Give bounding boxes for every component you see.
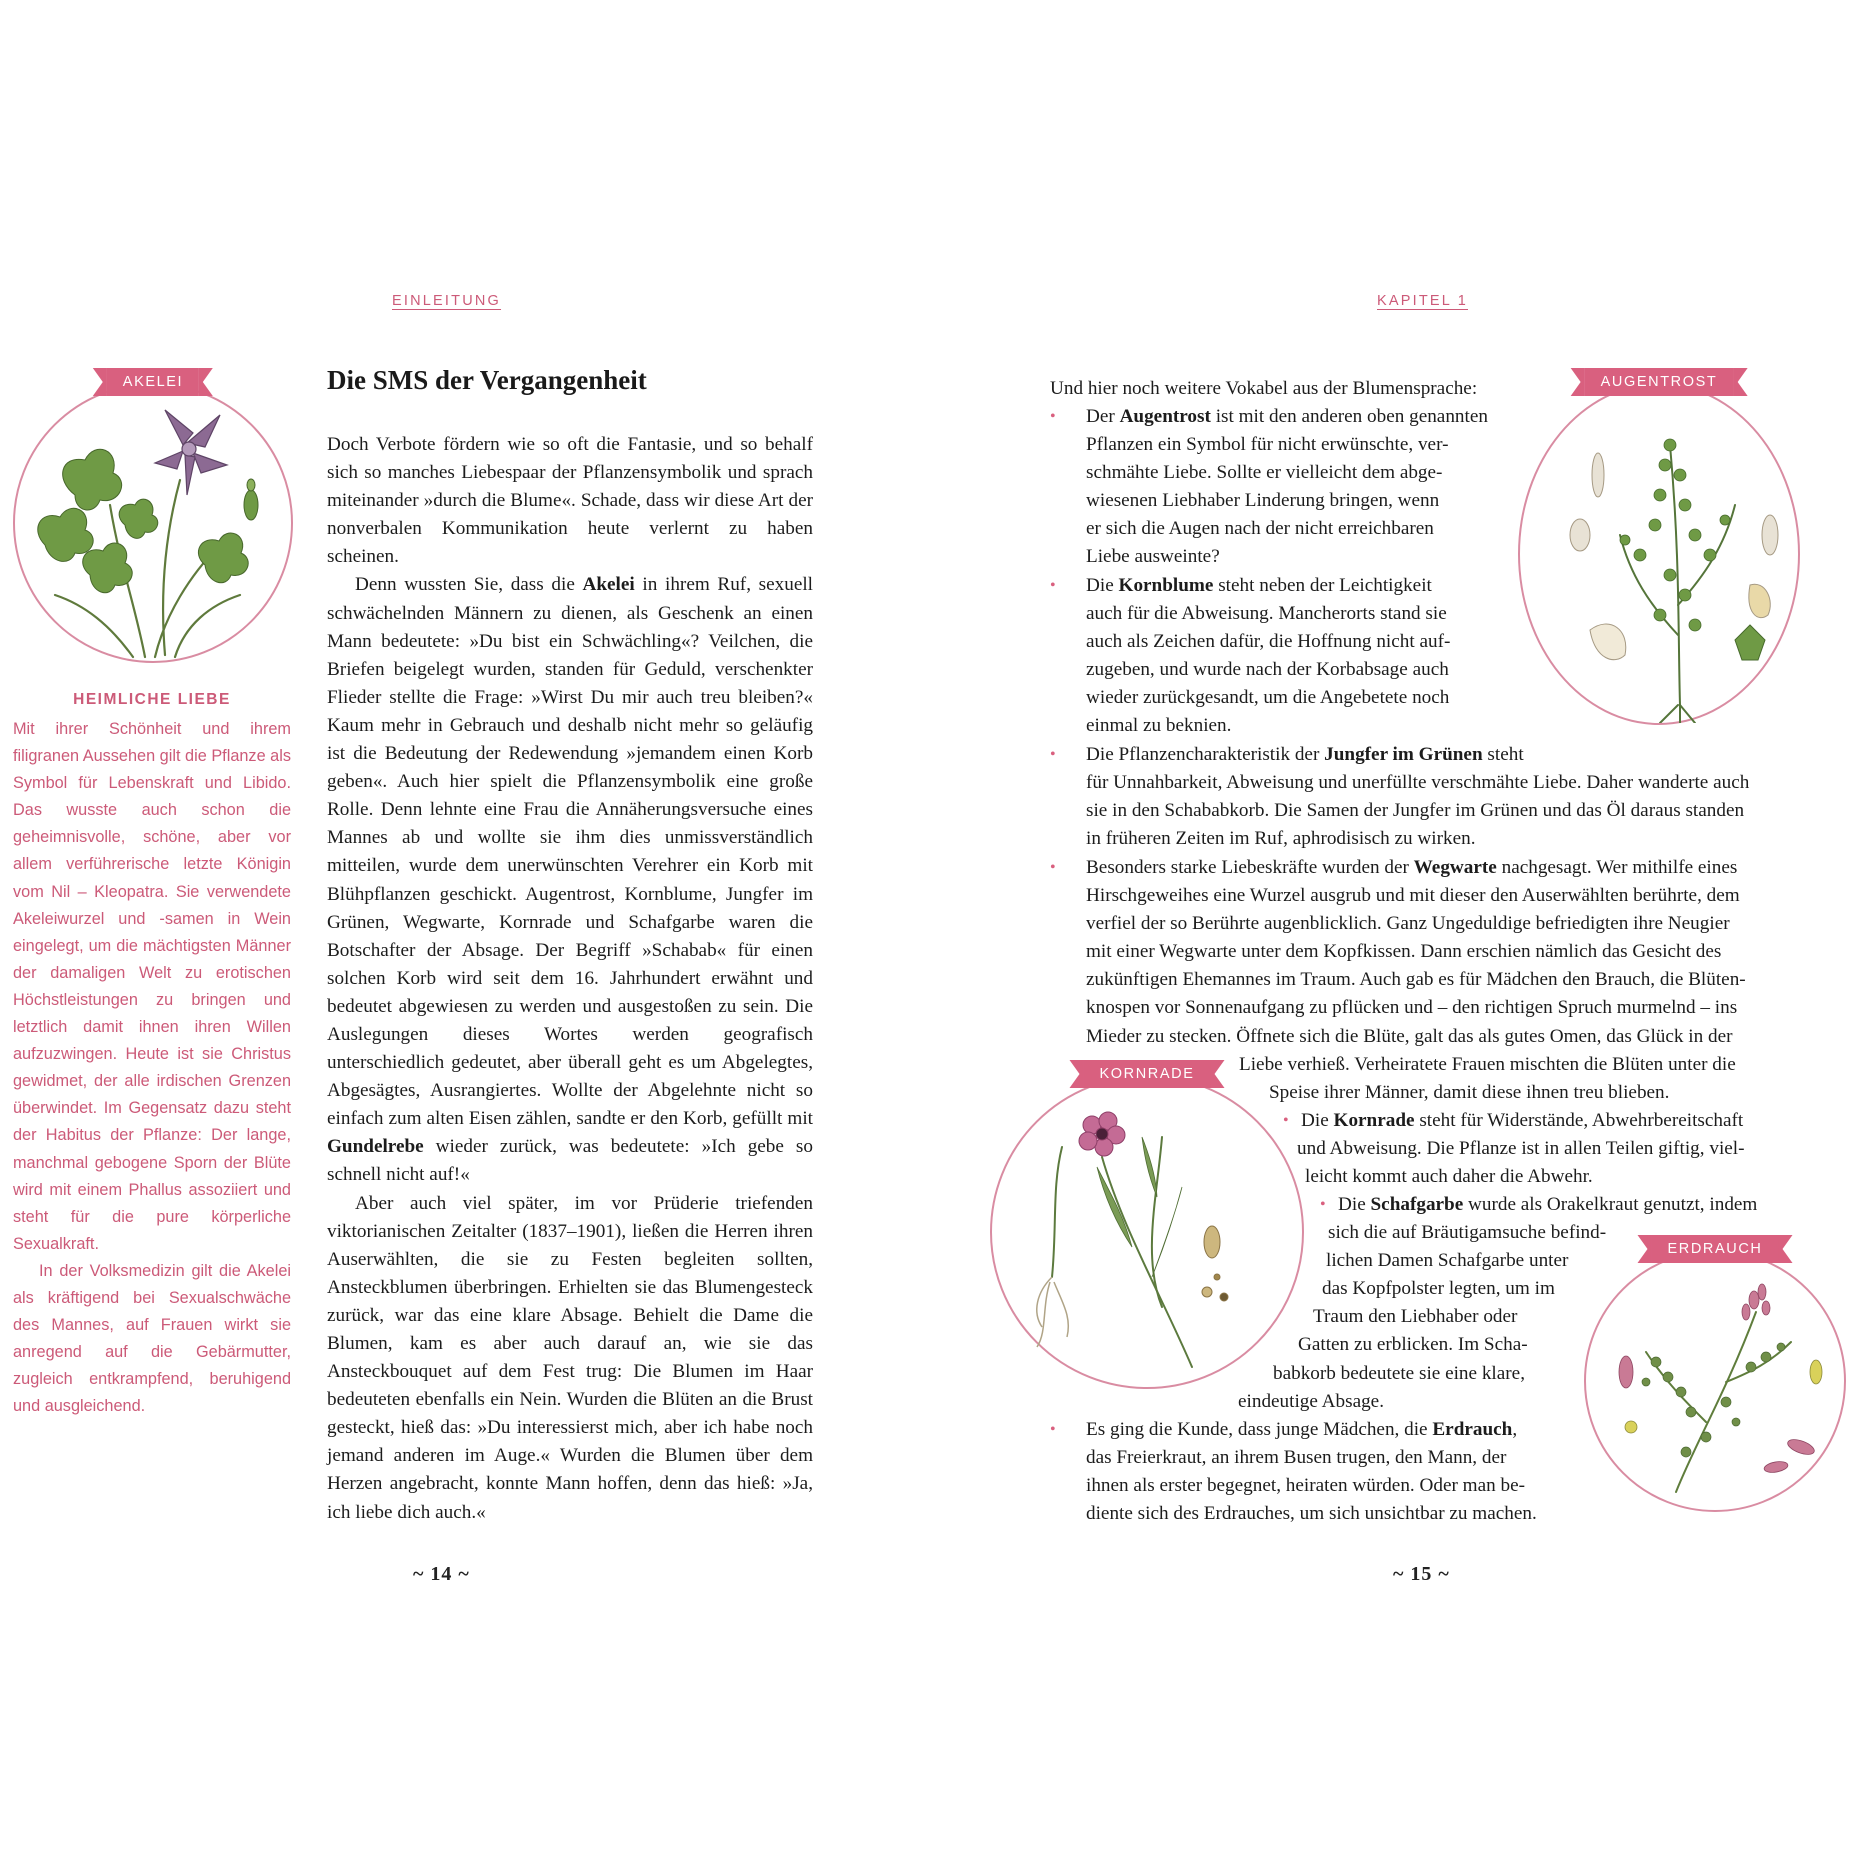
page-title: Die SMS der Vergangenheit	[327, 365, 647, 395]
kornrade-label: KORNRADE	[1099, 1066, 1195, 1082]
augentrost-illustration	[1518, 374, 1800, 725]
sidebar-paragraph-1: Mit ihrer Schönheit und ihrem filigranen Aussehen gilt die Pflanze als Symbol für Lebenskraft und Libido. Das wusste auch schon die geheimnisvolle, schöne, aber vor allem verführerische letzte Königin vom Nil – Kleopatra. Sie verwendete Akeleiwurzel und -samen in Wein eingelegt, um die mächtigsten Männer der damaligen Welt zu erotischen Höchstleistungen zu bringen und letztlich damit ihnen ihren Willen aufzuzwingen. Heute ist sie Christus gewidmet, der alle irdischen Grenzen überwindet. Im Gegensatz dazu steht der Habitus der Pflanze: Der lange, manchmal gebogene Sporn der Blüte wird mit einem Phallus assoziiert und steht für die pure körperliche Sexualkraft.	[13, 720, 291, 1253]
augentrost-label: AUGENTROST	[1600, 374, 1718, 390]
page-number-right: ~ 15 ~	[1393, 1563, 1450, 1585]
term-erdrauch: Erdrauch	[1432, 1419, 1513, 1440]
body-paragraph-2: Denn wussten Sie, dass die Akelei in ihrem Ruf, sexuell schwächelnden Männern zu dienen, als Geschenk an einen Mann bedeutete: »Du bist ein Schwächling«? Veilchen, die Briefen beigelegt wurden, standen für Geduld, verschenkter Flieder stellte die Frage: »Wirst Du mir auch treu bleiben?« Kaum mehr in Gebrauch und deshalb nicht mehr so geläufig ist die Bedeutung der Redewendung »jemandem einen Korb geben«. Auch hier spielt die Pflanzensymbolik eine große Rolle. Denn lehnte eine Frau die Annäherungsversuche eines Mannes ab und wollte sie ihm dies unmissverständlich mitteilen, wurde dem unerwünschten Verehrer ein Korb mit Blühpflanzen geschickt. Augentrost, Kornblume, Jungfer im Grünen, Wegwarte, Kornrade und Schafgarbe waren die Botschafter der Absage. Der Begriff »Schabab« für einen solchen Korb wird seit dem 16. Jahrhundert erwähnt und bedeutet abgewiesen zu werden und ausgestoßen zu sein. Die Auslegungen dieses Wortes werden geografisch unterschiedlich gedeutet, aber überall geht es um Abgelegtes, Abgesägtes, Ausrangiertes. Wollte der Abgelehnte nicht so einfach zum alten Eisen zählen, sandte er den Korb, gefüllt mit Gundelrebe wieder zurück, was bedeutete: »Ich gebe so schnell nicht auf!«	[327, 574, 814, 1186]
term-wegwarte: Wegwarte	[1413, 857, 1497, 878]
akelei-illustration	[13, 374, 293, 663]
akelei-plant-drawing	[15, 385, 291, 661]
bullet: •	[1050, 408, 1056, 425]
intro-line: Und hier noch weitere Vokabel aus der Blumensprache:	[1050, 378, 1478, 399]
item-jungfer-im-gruenen: • Die Pflanzencharakteristik der Jungfer im Grünen steht für Unnahbarkeit, Abweisung und unerfüllte verschmähte Liebe. Daher wanderte auch sie in den Schababkorb. Die Samen der Jungfer im Grünen und das Öl daraus standen in früheren Zeiten im Ruf, aphrodisisch zu wirken.	[1050, 741, 1790, 853]
running-head-right: KAPITEL 1	[1377, 293, 1468, 309]
sidebar-heimliche-liebe	[13, 690, 291, 1420]
item-kornrade: • Die Kornrade steht für Widerstände, Abwehrbereitschaft und Abweisung. Die Pflanze ist in allen Teilen giftig, viel- leicht kommt auch daher die Abwehr.	[1283, 1107, 1793, 1191]
body-paragraph-1: Doch Verbote fördern wie so oft die Fantasie, und so behalf sich so manches Liebespaar der Pflanzensymbolik und sprach miteinander »durch die Blume«. Schade, dass wir diese Art der nonverbalen Kommunikation heute verlernt zu haben scheinen.	[327, 434, 813, 568]
item-wegwarte: • Besonders starke Liebeskräfte wurden der Wegwarte nachgesagt. Wer mithilfe eines Hirschgeweihes eine Wurzel ausgrub und mit dieser den Auserwählten berührte, dem verfiel der so Berührte augenblicklich. Ganz Ungeduldige befriedigten ihre Neugier mit einer Wegwarte unter dem Kopfkissen. Dann erschien nämlich das Gesicht des zukünftigen Ehemannes im Traum. Auch gab es für Mädchen den Brauch, die Blüten- knospen vor Sonnenaufgang zu pflücken und – den richtigen Spruch murmelnd – ins Mieder zu stecken. Öffnete sich die Blüte, galt das als gutes Omen, das Glück in der Liebe verhieß. Verheiratete Frauen mischten die Blüten unter die Speise ihrer Männer, damit diese ihnen treu blieben.	[1050, 854, 1790, 1107]
akelei-label: AKELEI	[122, 374, 184, 390]
term-gundelrebe: Gundelrebe	[327, 1136, 424, 1158]
right-body-text	[1050, 375, 1790, 403]
term-augentrost: Augentrost	[1119, 406, 1211, 427]
term-schafgarbe: Schafgarbe	[1370, 1194, 1464, 1215]
kornrade-plant-drawing	[992, 1077, 1302, 1387]
item-augentrost: • Der Augentrost ist mit den anderen oben genannten Pflanzen ein Symbol für nicht erwünschte, ver- schmähte Liebe. Sollte er vielleicht dem abge- wiesenen Liebhaber Linderung bringen, wenn er sich die Augen nach der nicht erreichbaren Liebe ausweinte?	[1050, 403, 1540, 572]
augentrost-plant-drawing	[1520, 385, 1798, 723]
bullet: •	[1050, 859, 1056, 876]
term-kornrade: Kornrade	[1333, 1110, 1415, 1131]
kornrade-illustration	[990, 1066, 1304, 1389]
erdrauch-label: ERDRAUCH	[1667, 1241, 1763, 1257]
bullet: •	[1050, 577, 1056, 594]
item-erdrauch: • Es ging die Kunde, dass junge Mädchen, die Erdrauch, das Freierkraut, an ihrem Busen trugen, den Mann, der ihnen als erster begegnet, heiraten würden. Oder man be- diente sich des Erdrauches, um sich unsichtbar zu machen.	[1050, 1416, 1610, 1528]
bullet: •	[1050, 746, 1056, 763]
body-paragraph-3: Aber auch viel später, im vor Prüderie triefenden viktorianischen Zeitalter (1837–1901), ließen die Herren ihren Auserwählten, die sie zu Festen begleiten sollten, Ansteckblumen überbringen. Erhielten sie das Blumengesteck zurück, war das eine klare Absage. Behielt die Dame die Blumen, kam es aber auch darauf an, wie sie das Ansteckbouquet auf dem Fest trug: Die Blumen im Haar bedeuteten ebenfalls ein Nein. Wurden die Blüten an die Brust gesteckt, hieß das: »Du interessierst mich, aber ich habe noch jemand anderen im Auge.« Wurden die Blumen über dem Herzen angebracht, konnte Mann hoffen, denn das hieß: »Ja, ich liebe dich auch.«	[327, 1192, 813, 1523]
page-number-left: ~ 14 ~	[413, 1563, 470, 1585]
left-body-text	[327, 431, 813, 1527]
item-schafgarbe: • Die Schafgarbe wurde als Orakelkraut genutzt, indem sich die auf Bräutigamsuche befind- lichen Damen Schafgarbe unter das Kopfpolster legten, um im Traum den Liebhaber oder Gatten zu erblicken. Im Scha- babkorb bedeutete sie eine klare, eindeutige Absage.	[1320, 1191, 1800, 1416]
bullet: •	[1050, 1421, 1056, 1438]
item-kornblume: • Die Kornblume steht neben der Leichtigkeit auch für die Abweisung. Mancherorts stand sie auch als Zeichen dafür, die Hoffnung nicht auf- zugeben, und wurde nach der Korbabsage auch wieder zurückgesandt, um die Angebetete noch einmal zu beknien.	[1050, 572, 1540, 741]
term-kornblume: Kornblume	[1118, 575, 1214, 596]
bullet: •	[1283, 1112, 1289, 1129]
bullet: •	[1320, 1196, 1326, 1213]
term-akelei: Akelei	[582, 574, 635, 596]
running-head-left: EINLEITUNG	[392, 293, 502, 309]
term-jungfer-im-gruenen: Jungfer im Grünen	[1324, 744, 1483, 765]
sidebar-paragraph-2: In der Volksmedizin gilt die Akelei als kräftigend bei Sexualschwäche des Mannes, auf Frauen wirkt sie anregend auf die Gebärmutter, zugleich entkrampfend, beruhigend und ausgleichend.	[13, 1261, 291, 1416]
sidebar-heading: HEIMLICHE LIEBE	[73, 691, 231, 708]
